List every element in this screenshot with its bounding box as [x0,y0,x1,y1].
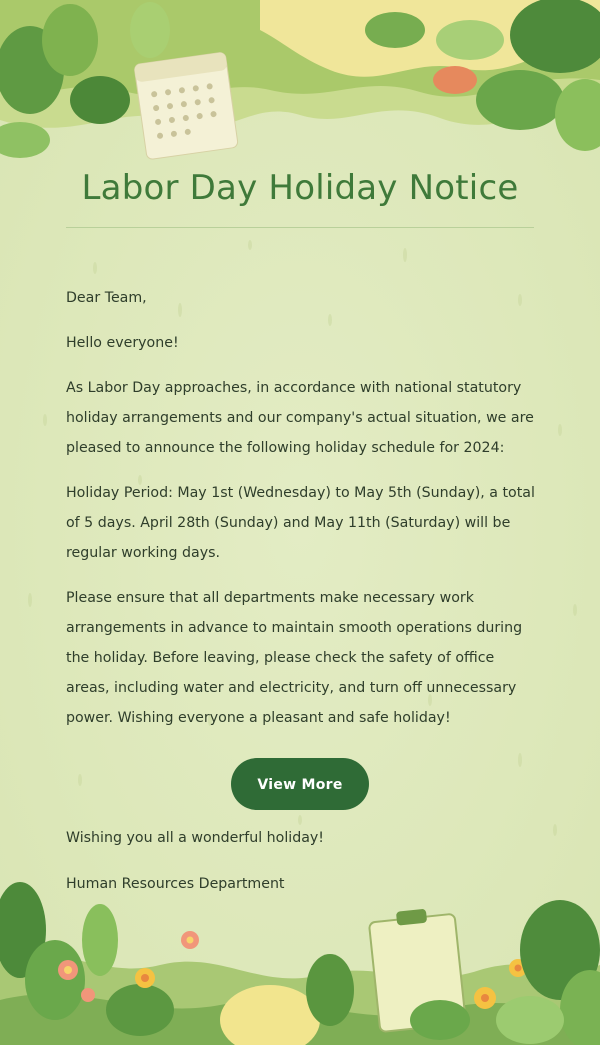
button-container [0,758,600,810]
reminder-paragraph: Please ensure that all departments make necessary work arrangements in advance to maintain smooth operations during the holiday. Before leaving, please check the safety of office areas, including water and electricity, and turn off unnecessary power. Wishing everyone a pleasant and safe holiday! [66,590,523,726]
top-foliage-decoration [0,0,600,165]
page-title: Labor Day Holiday Notice [81,168,519,208]
closing-text: Wishing you all a wonderful holiday! [66,830,324,846]
calendar-icon [134,52,238,160]
hello-text: Hello everyone! [66,335,179,351]
title-divider [66,227,534,228]
intro-paragraph: As Labor Day approaches, in accordance with national statutory holiday arrangements and our company's actual situation, we are pleased to announce the following holiday schedule for 2024: [66,380,534,456]
signature-text: Human Resources Department [66,876,285,892]
holiday-period-paragraph: Holiday Period: May 1st (Wednesday) to May 5th (Sunday), a total of 5 days. April 28th (Sunday) and May 11th (Saturday) will be regular working days. [66,485,535,561]
greeting-text: Dear Team, [66,290,147,306]
view-more-button[interactable]: View More [231,758,369,810]
bottom-foliage-decoration [0,870,600,1045]
notice-body [66,283,536,748]
